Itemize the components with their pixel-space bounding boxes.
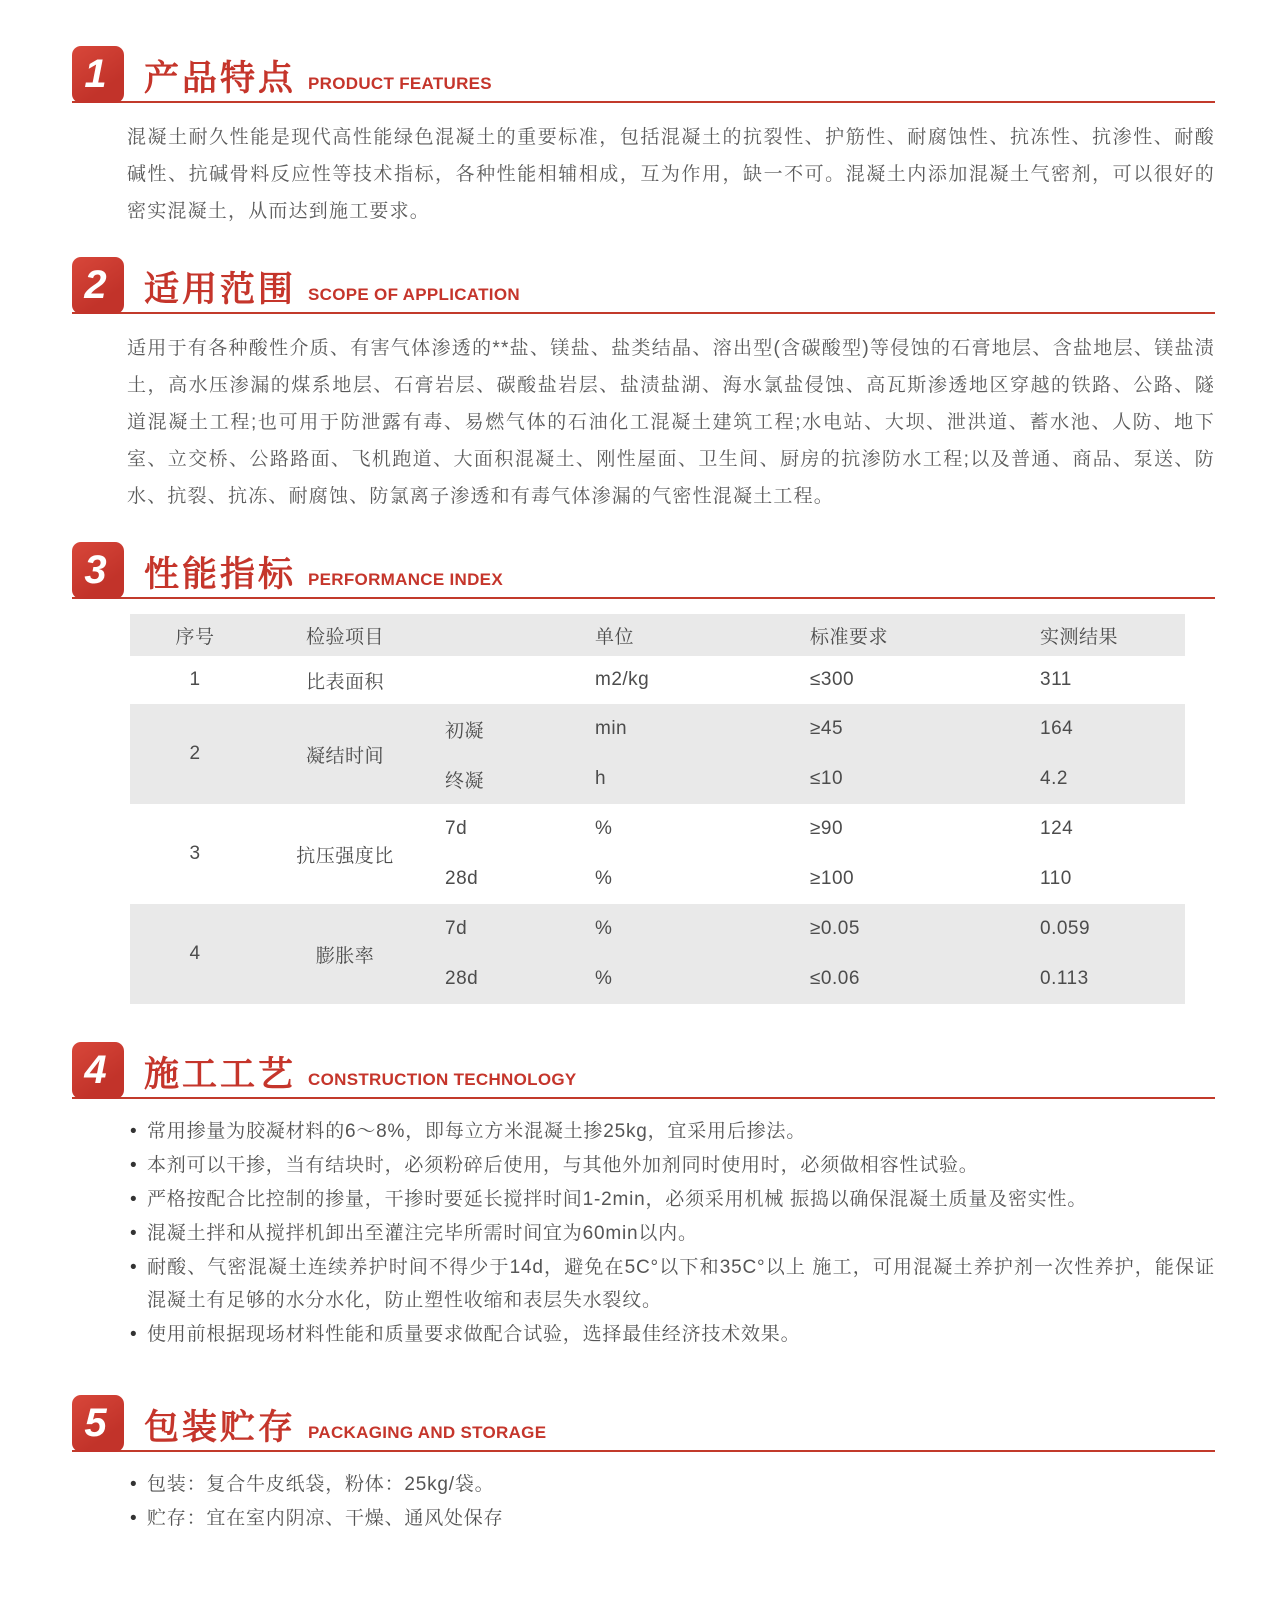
cell-sub: 7d — [445, 918, 468, 939]
product-features-paragraph: 混凝土耐久性能是现代高性能绿色混凝土的重要标准，包括混凝土的抗裂性、护筋性、耐腐蚀性、抗冻性、抗渗性、耐酸碱性、抗碱骨料反应性等技术指标，各种性能相辅相成，互为作用，缺一不可。混凝土内添加混凝土气密剂，可以很好的密实混凝土，从而达到施工要求。 — [127, 127, 1215, 222]
section-title-zh: 性能指标 — [144, 555, 297, 594]
cell-req: ≤10 — [810, 768, 844, 789]
section-header-packaging — [72, 1395, 1215, 1452]
section-title-zh: 施工工艺 — [144, 1055, 297, 1094]
section-title-en: PERFORMANCE INDEX — [308, 570, 503, 589]
section-number: 3 — [84, 548, 107, 592]
cell-sub: 28d — [445, 968, 479, 989]
section-header-performance — [72, 542, 1215, 599]
header-no: 序号 — [175, 626, 215, 648]
section-title-zh: 适用范围 — [144, 270, 297, 309]
list-item: • 耐酸、气密混凝土连续养护时间不得少于14d，避免在5C°以下和35C°以上 施工，可用混凝土养护剂一次性养护，能保证混凝土有足够的水分水化，防止塑性收缩和表层失水裂纹。 — [130, 1251, 1215, 1317]
cell-result: 124 — [1040, 818, 1074, 839]
section-title-zh: 产品特点 — [144, 59, 297, 98]
section-performance-index — [72, 542, 1215, 1004]
construction-bullet-list — [130, 1115, 1215, 1351]
list-item: • 使用前根据现场材料性能和质量要求做配合试验，选择最佳经济技术效果。 — [130, 1318, 1215, 1351]
section-number-badge — [72, 257, 124, 314]
cell-no: 4 — [189, 943, 201, 964]
cell-unit: % — [595, 818, 613, 839]
header-result: 实测结果 — [1040, 626, 1119, 648]
section-construction-technology — [72, 1042, 1215, 1351]
packaging-bullet-list — [130, 1468, 1215, 1535]
list-item: • 本剂可以干掺，当有结块时，必须粉碎后使用，与其他外加剂同时使用时，必须做相容性试验。 — [130, 1149, 1215, 1182]
cell-unit: % — [595, 918, 613, 939]
cell-unit: m2/kg — [595, 669, 650, 690]
table-row — [130, 704, 1185, 754]
section-header-construction — [72, 1042, 1215, 1099]
section-title-en: SCOPE OF APPLICATION — [308, 285, 520, 304]
section-header-scope — [72, 257, 1215, 314]
cell-no: 2 — [189, 743, 201, 764]
section-header-product-features — [72, 46, 1215, 103]
cell-unit: h — [595, 768, 607, 789]
section-number-badge — [72, 542, 124, 599]
cell-no: 3 — [189, 843, 201, 864]
table-row — [130, 904, 1185, 954]
cell-item: 膨胀率 — [315, 945, 375, 967]
cell-sub: 7d — [445, 818, 468, 839]
section-title-en: PRODUCT FEATURES — [308, 74, 492, 93]
list-item: • 混凝土拌和从搅拌机卸出至灌注完毕所需时间宜为60min以内。 — [130, 1217, 1215, 1250]
cell-req: ≤0.06 — [810, 968, 860, 989]
header-unit: 单位 — [595, 626, 635, 648]
list-item: • 严格按配合比控制的掺量，干掺时要延长搅拌时间1-2min，必须采用机械 振捣以确保混凝土质量及密实性。 — [130, 1183, 1215, 1216]
cell-item: 比表面积 — [305, 671, 384, 693]
cell-req: ≥90 — [810, 818, 844, 839]
cell-item: 凝结时间 — [305, 745, 384, 767]
header-sub — [430, 614, 580, 656]
cell-sub: 28d — [445, 868, 479, 889]
list-item: • 贮存：宜在室内阴凉、干燥、通风处保存 — [130, 1502, 1215, 1535]
cell-sub — [430, 656, 580, 704]
section-title-en: CONSTRUCTION TECHNOLOGY — [308, 1070, 577, 1089]
scope-paragraph: 适用于有各种酸性介质、有害气体渗透的**盐、镁盐、盐类结晶、溶出型(含碳酸型)等侵蚀的石膏地层、含盐地层、镁盐渍土，高水压渗漏的煤系地层、石膏岩层、碳酸盐岩层、盐渍盐湖、海水氯盐侵蚀、高瓦斯渗透地区穿越的铁路、公路、隧道混凝土工程;也可用于防泄露有毒、易燃气体的石油化工混凝土建筑工程;水电站、大坝、泄洪道、蓄水池、人防、地下室、立交桥、公路路面、飞机跑道、大面积混凝土、刚性屋面、卫生间、厨房的抗渗防水工程;以及普通、商品、泵送、防水、抗裂、抗冻、耐腐蚀、防氯离子渗透和有毒气体渗漏的气密性混凝土工程。 — [127, 338, 1215, 507]
cell-req: ≥0.05 — [810, 918, 860, 939]
cell-req: ≥45 — [810, 718, 844, 739]
cell-sub: 初凝 — [445, 720, 485, 742]
cell-no: 1 — [189, 669, 201, 690]
list-item: • 常用掺量为胶凝材料的6～8%，即每立方米混凝土掺25kg，宜采用后掺法。 — [130, 1115, 1215, 1148]
table-row — [130, 804, 1185, 854]
section-number: 4 — [84, 1048, 107, 1092]
section-number: 2 — [84, 263, 107, 307]
cell-result: 110 — [1040, 868, 1072, 889]
section-packaging-storage — [72, 1395, 1215, 1535]
cell-req: ≤300 — [810, 669, 855, 690]
cell-result: 164 — [1040, 718, 1074, 739]
section-scope-of-application — [72, 257, 1215, 515]
section-number: 5 — [84, 1401, 107, 1445]
section-title-en: PACKAGING AND STORAGE — [308, 1423, 547, 1442]
section-number-badge — [72, 46, 124, 103]
cell-unit: min — [595, 718, 628, 739]
header-req: 标准要求 — [810, 626, 889, 648]
cell-result: 0.059 — [1040, 918, 1091, 939]
cell-result: 0.113 — [1040, 968, 1089, 989]
section-number-badge — [72, 1042, 124, 1099]
table-header-row — [130, 614, 1185, 656]
cell-unit: % — [595, 868, 613, 889]
header-item: 检验项目 — [305, 626, 384, 648]
table-row — [130, 656, 1185, 704]
cell-result: 311 — [1040, 669, 1072, 690]
cell-item: 抗压强度比 — [296, 845, 394, 867]
section-product-features — [72, 46, 1215, 230]
performance-table — [130, 614, 1185, 1004]
cell-result: 4.2 — [1040, 768, 1068, 789]
section-title-zh: 包装贮存 — [144, 1408, 297, 1447]
cell-req: ≥100 — [810, 868, 855, 889]
cell-unit: % — [595, 968, 613, 989]
cell-sub: 终凝 — [445, 770, 485, 792]
section-number: 1 — [84, 52, 107, 96]
list-item: • 包装：复合牛皮纸袋，粉体：25kg/袋。 — [130, 1468, 1215, 1501]
section-number-badge — [72, 1395, 124, 1452]
